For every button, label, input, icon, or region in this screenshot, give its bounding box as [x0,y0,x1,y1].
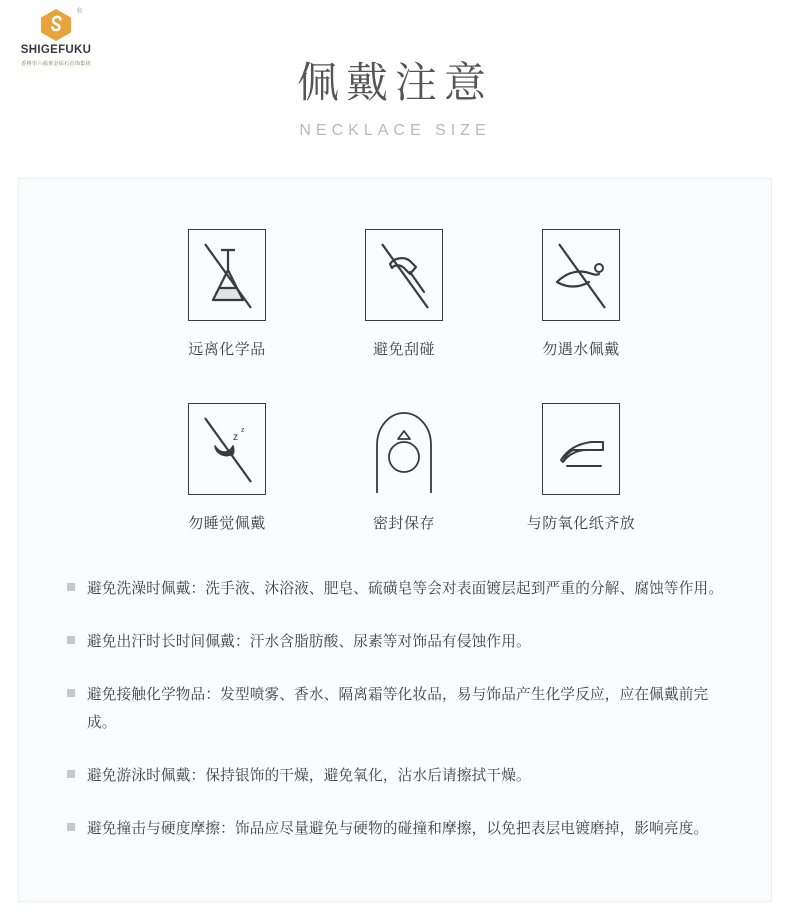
logo-mark [39,8,82,42]
hand-water-glyph [543,230,621,322]
moon-sleep-glyph [189,404,267,496]
logo-brand-latin: SHIGEFUKU [20,44,92,56]
no-water-icon [542,229,620,321]
icon-caption: 勿睡觉佩戴 [188,514,266,532]
bullet-marker [67,636,75,644]
list-item [67,628,735,656]
hammer-no-scratch-icon [365,229,443,321]
flask-no-chemicals-icon [188,229,266,321]
bullet-marker [67,823,75,831]
icon-row-2 [139,403,669,533]
icon-cell-no-water [493,229,669,359]
icon-cell-anti-oxidation-paper [493,403,669,533]
svg-text:z: z [241,427,245,434]
note-text: 避免接触化学物品：发型喷雾、香水、隔离霜等化妆品，易与饰品产生化学反应，应在佩戴前完成。 [87,686,709,731]
paper-sheets-glyph [543,404,621,496]
page-title: 佩戴注意 [296,58,493,107]
note-text: 避免洗澡时佩戴：洗手液、沐浴液、肥皂、硫磺皂等会对表面镀层起到严重的分解、腐蚀等作用。 [87,580,724,597]
care-notes-list [67,575,735,868]
ring-box-glyph [365,403,443,495]
icon-caption: 勿遇水佩戴 [542,340,620,358]
bullet-marker [67,770,75,778]
icon-caption: 避免刮碰 [372,340,435,358]
icon-cell-no-scratch [316,229,492,359]
icon-cell-no-chemicals [139,229,315,359]
flask-glyph [189,230,267,322]
row-spacer [139,359,669,403]
icon-cell-sealed-storage [316,403,492,533]
icon-caption: 密封保存 [372,514,435,532]
note-text: 避免撞击与硬度摩擦：饰品应尽量避免与硬物的碰撞和摩擦，以免把表层电镀磨掉，影响亮度。 [87,820,709,837]
list-item [67,681,735,737]
list-item [67,815,735,843]
bullet-marker [67,583,75,591]
note-text: 避免出汗时长时间佩戴：汗水含脂肪酸、尿素等对饰品有侵蚀作用。 [87,633,531,650]
registered-mark: ® [76,8,82,15]
page-subtitle: NECKLACE SIZE [299,122,491,139]
care-instructions-panel [18,178,772,902]
bullet-marker [67,689,75,697]
svg-text:z: z [233,432,238,443]
note-text: 避免游泳时佩戴：保持银饰的干燥，避免氧化，沾水后请擦拭干燥。 [87,767,531,784]
anti-oxidation-paper-icon [542,403,620,495]
list-item [67,575,735,603]
icon-caption: 远离化学品 [188,340,266,358]
sealed-storage-icon [365,403,443,495]
hexagon-s-icon [39,8,73,42]
icon-grid [139,229,669,533]
icon-row-1 [139,229,669,359]
icon-cell-no-sleep [139,403,315,533]
page-title-block [0,50,790,140]
logo-tagline: 香格里六福黄金钻石首饰集团 [21,61,91,67]
no-sleep-wearing-icon [188,403,266,495]
list-item [67,762,735,790]
icon-caption: 与防氧化纸齐放 [526,514,636,532]
hammer-glyph [366,230,444,322]
